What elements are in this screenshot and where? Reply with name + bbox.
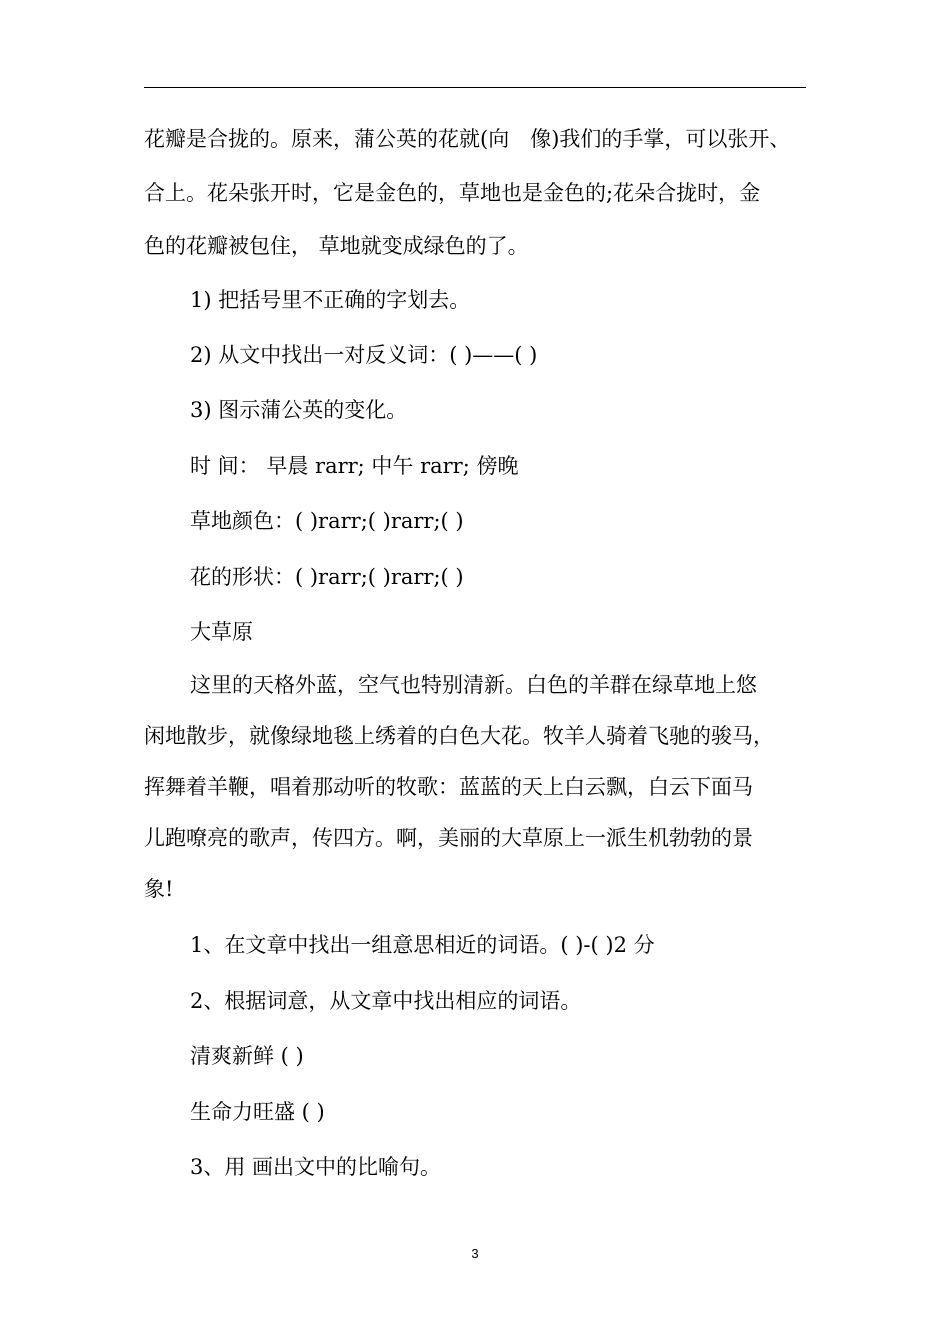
answer-item: 生命力旺盛 ( ) [190,1100,325,1124]
passage1-line: 合上。花朵张开时，它是金色的，草地也是金色的;花朵合拢时，金 [144,181,761,205]
passage2-line: 儿跑嘹亮的歌声，传四方。啊，美丽的大草原上一派生机勃勃的景 [144,826,753,850]
page-number: 3 [471,1246,479,1261]
question-item: 3) 图示蒲公英的变化。 [190,398,408,422]
passage1-line: 花瓣是合拢的。原来，蒲公英的花就(向 像)我们的手掌，可以张开、 [144,127,791,151]
question-item: 2、根据词意，从文章中找出相应的词语。 [190,989,582,1013]
passage1-line: 色的花瓣被包住， 草地就变成绿色的了。 [144,234,529,258]
passage2-line: 挥舞着羊鞭，唱着那动听的牧歌：蓝蓝的天上白云飘，白云下面马 [144,775,753,799]
diagram-row-grass-color: 草地颜色：( )rarr;( )rarr;( ) [190,509,464,533]
diagram-row-time: 时 间： 早晨 rarr; 中午 rarr; 傍晚 [190,454,519,478]
question-item: 1、在文章中找出一组意思相近的词语。( )-( )2 分 [190,933,655,957]
question-item: 1) 把括号里不正确的字划去。 [190,288,471,312]
diagram-row-flower-shape: 花的形状：( )rarr;( )rarr;( ) [190,565,464,589]
passage2-line: 象! [144,877,174,901]
question-item: 3、用 画出文中的比喻句。 [190,1155,442,1179]
header-rule [144,87,806,88]
passage2-line: 这里的天格外蓝，空气也特别清新。白色的羊群在绿草地上悠 [190,673,757,697]
passage2-title: 大草原 [190,620,253,644]
passage2-line: 闲地散步，就像绿地毯上绣着的白色大花。牧羊人骑着飞驰的骏马， [144,724,774,748]
answer-item: 清爽新鲜 ( ) [190,1044,304,1068]
question-item: 2) 从文中找出一对反义词：( )——( ) [190,343,538,367]
